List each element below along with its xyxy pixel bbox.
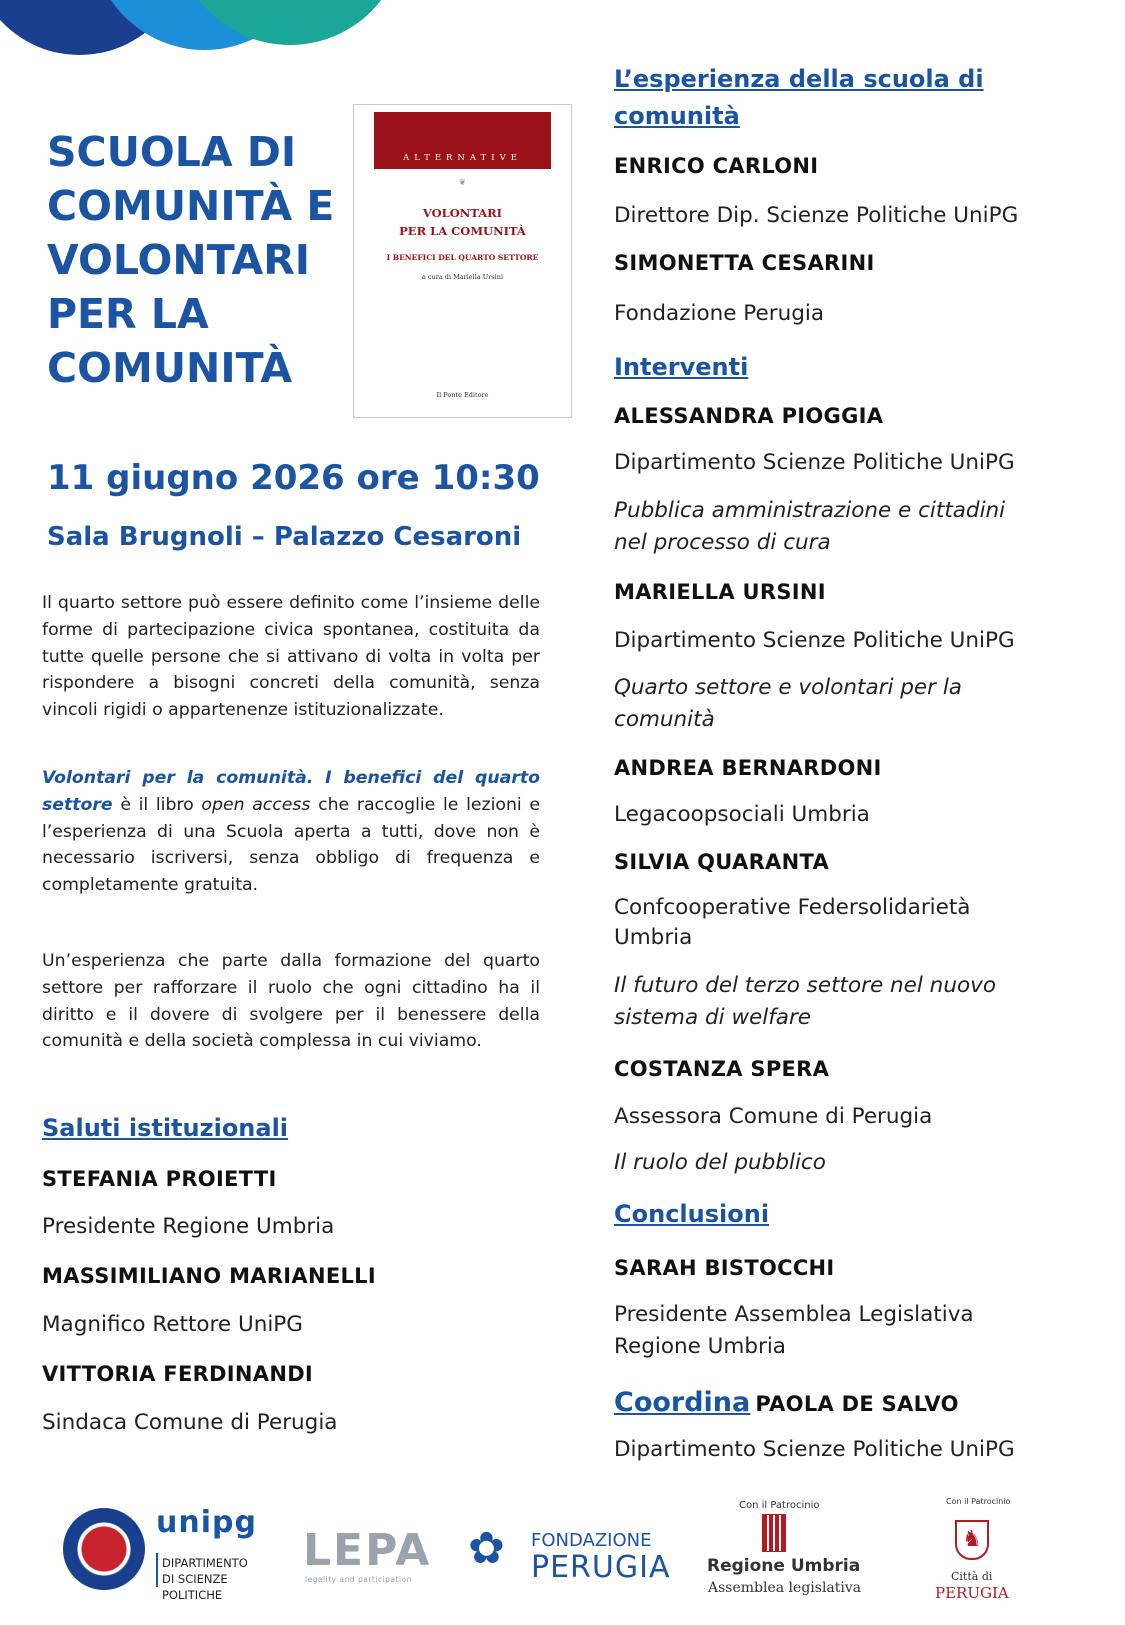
topic-line: Pubblica amministrazione e cittadini <box>614 498 1006 523</box>
topic-line: comunità <box>614 707 715 732</box>
description-paragraph: Il quarto settore può essere definito come l’insieme delle forme di partecipazione civica spontanea, costituita da tutte quelle persone che si attivano di volta in volta per rispondere a bisogni concreti della comunità, senza vincoli rigidi o appartenenze istituzionalizzate. <box>42 593 540 721</box>
talk-topic <box>614 970 996 1034</box>
speaker-name: ANDREA BERNARDONI <box>614 756 882 780</box>
speaker-name: PAOLA DE SALVO <box>755 1392 959 1416</box>
talk-topic <box>614 495 1005 559</box>
role-line: Presidente Assemblea Legislativa <box>614 1302 974 1327</box>
section-heading-coordina: Coordina <box>614 1387 751 1418</box>
role-line: Umbria <box>614 925 693 950</box>
regione-patrocinio-label: Con il Patrocinio <box>739 1500 820 1511</box>
lepa-tagline: legality and participation <box>305 1575 412 1584</box>
speaker-name: ENRICO CARLONI <box>614 154 819 178</box>
title-line: COMUNITÀ E <box>47 182 335 230</box>
topic-line: sistema di welfare <box>614 1005 812 1030</box>
speaker-name: STEFANIA PROIETTI <box>42 1167 277 1191</box>
speaker-role: Fondazione Perugia <box>614 301 824 326</box>
book-editor: a cura di Mariella Ursini <box>421 273 504 281</box>
speaker-role: Dipartimento Scienze Politiche UniPG <box>614 450 1015 475</box>
speaker-role: Dipartimento Scienze Politiche UniPG <box>614 628 1015 653</box>
title-line: COMUNITÀ <box>47 344 293 392</box>
regione-umbria-emblem-icon <box>762 1514 786 1552</box>
book-subtitle: I BENEFICI DEL QUARTO SETTORE <box>386 253 539 262</box>
unipg-department <box>162 1555 272 1603</box>
speaker-role: Legacoopsociali Umbria <box>614 802 870 827</box>
unipg-logo-divider <box>156 1553 158 1587</box>
title-line: PER LA <box>47 290 209 338</box>
book-publisher: Il Ponte Editore <box>436 391 489 399</box>
heading-line: L’esperienza della scuola di <box>614 65 984 93</box>
book-title-line: VOLONTARI <box>422 206 503 220</box>
speaker-name: ALESSANDRA PIOGGIA <box>614 404 884 428</box>
section-heading-esperienza <box>614 61 984 135</box>
talk-topic: Il ruolo del pubblico <box>614 1150 826 1175</box>
speaker-name: VITTORIA FERDINANDI <box>42 1362 314 1386</box>
speaker-role <box>614 1299 974 1363</box>
speaker-role: Assessora Comune di Perugia <box>614 1104 933 1129</box>
event-title <box>47 125 337 395</box>
book-series: ALTERNATIVE <box>403 153 522 163</box>
coordinator-line <box>614 1387 959 1418</box>
speaker-role: Sindaca Comune di Perugia <box>42 1410 338 1435</box>
unipg-department-line: DIPARTIMENTO <box>162 1556 248 1570</box>
topic-line: Il futuro del terzo settore nel nuovo <box>614 973 996 998</box>
open-access-term: open access <box>201 794 311 815</box>
speaker-name: SARAH BISTOCCHI <box>614 1256 835 1280</box>
speaker-role: Presidente Regione Umbria <box>42 1214 335 1239</box>
event-venue: Sala Brugnoli – Palazzo Cesaroni <box>47 522 522 552</box>
heading-line: comunità <box>614 102 740 130</box>
book-title <box>354 204 571 240</box>
speaker-name: SIMONETTA CESARINI <box>614 251 875 275</box>
book-cover <box>353 104 572 418</box>
perugia-city-label: Città di <box>951 1570 993 1583</box>
speaker-name: MARIELLA URSINI <box>614 580 826 604</box>
speaker-name: COSTANZA SPERA <box>614 1057 830 1081</box>
text-run: è il libro <box>112 794 202 815</box>
topic-line: Quarto settore e volontari per la <box>614 675 962 700</box>
regione-umbria-name: Regione Umbria <box>707 1556 861 1576</box>
role-line: Confcooperative Federsolidarietà <box>614 895 971 920</box>
perugia-griffin-icon: ♞ <box>955 1520 989 1560</box>
section-heading-interventi: Interventi <box>614 353 749 381</box>
perugia-city-name: PERUGIA <box>935 1584 1009 1602</box>
university-seal-logo <box>63 1508 145 1590</box>
speaker-role: Direttore Dip. Scienze Politiche UniPG <box>614 203 1019 228</box>
book-title-highlight: Volontari per la comunità. I benefici del quarto settore <box>42 768 540 815</box>
section-heading-saluti: Saluti istituzionali <box>42 1114 289 1142</box>
unipg-department-line: DI SCIENZE POLITICHE <box>162 1572 228 1602</box>
section-heading-conclusioni: Conclusioni <box>614 1200 770 1228</box>
fondazione-perugia-name: PERUGIA <box>531 1550 671 1585</box>
regione-umbria-subtitle: Assemblea legislativa <box>708 1580 862 1596</box>
title-line: VOLONTARI <box>47 236 311 284</box>
text-run: che raccoglie le lezioni e l’esperienza di una Scuola aperta a tutti, dove non è necessario iscriversi, senza obbligo di frequenza e completamente gratuita. <box>42 794 540 896</box>
description-paragraph <box>42 765 540 899</box>
lepa-logo: LEPA <box>303 1525 432 1576</box>
book-title-line: PER LA COMUNITÀ <box>399 224 526 238</box>
title-line: SCUOLA DI <box>47 128 297 176</box>
topic-line: nel processo di cura <box>614 530 831 555</box>
perugia-patrocinio-label: Con il Patrocinio <box>946 1497 1011 1506</box>
talk-topic <box>614 672 962 736</box>
role-line: Regione Umbria <box>614 1334 786 1359</box>
speaker-name: MASSIMILIANO MARIANELLI <box>42 1264 376 1288</box>
description-paragraph: Un’esperienza che parte dalla formazione del quarto settore per rafforzare il ruolo che ogni cittadino ha il diritto e il dovere di svolgere per il benessere della comunità e della società complessa in cui viviamo. <box>42 951 540 1052</box>
ornament-icon: ❦ <box>458 178 467 188</box>
speaker-role: Magnifico Rettore UniPG <box>42 1312 303 1337</box>
speaker-name: SILVIA QUARANTA <box>614 850 830 874</box>
speaker-role: Dipartimento Scienze Politiche UniPG <box>614 1437 1015 1462</box>
unipg-logo-text: unipg <box>156 1505 257 1540</box>
fondazione-perugia-label: FONDAZIONE <box>531 1530 652 1551</box>
fondazione-perugia-icon: ✿ <box>468 1523 505 1574</box>
speaker-role <box>614 893 970 953</box>
event-date: 11 giugno 2026 ore 10:30 <box>47 458 540 498</box>
